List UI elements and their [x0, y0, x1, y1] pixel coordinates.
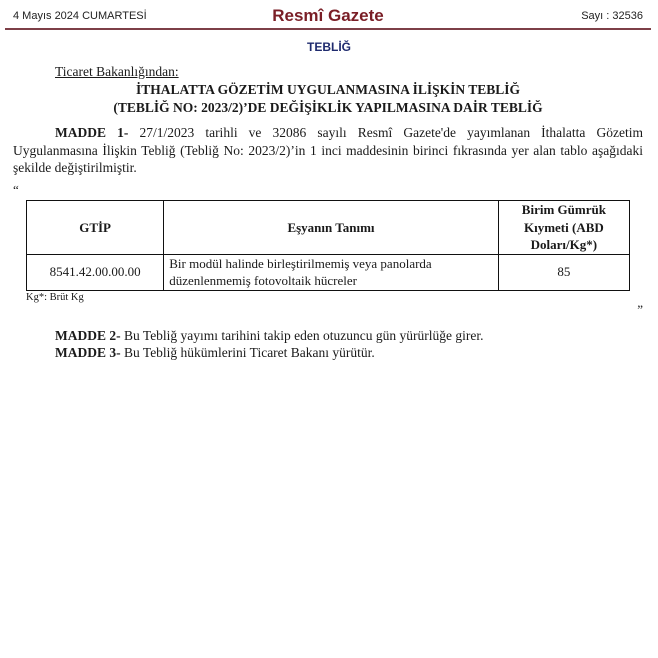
article-1-text: 27/1/2023 tarihli ve 32086 sayılı Resmî Gazete'de yayımlanan İthalatta Gözetim Uygulanmasına İlişkin Tebliğ (Tebliğ No: 2023/2)’in 1 inci maddesinin birinci fıkrasında yer alan tablo aşağıdaki şekilde değiştirilmiştir.: [13, 125, 643, 175]
article-2-label: MADDE 2-: [55, 328, 121, 343]
cell-description: Bir modül halinde birleştirilmemiş veya panolarda düzenlenmemiş fotovoltaik hücreler: [164, 254, 499, 290]
article-3: [55, 345, 375, 361]
header-gtip: GTİP: [27, 201, 164, 255]
table-row: [27, 254, 630, 290]
header-description: Eşyanın Tanımı: [164, 201, 499, 255]
publication-date: 4 Mayıs 2024 CUMARTESİ: [13, 10, 147, 22]
cell-gtip-code: 8541.42.00.00.00: [27, 254, 164, 290]
article-1-label: MADDE 1-: [55, 125, 129, 140]
article-3-label: MADDE 3-: [55, 345, 121, 360]
article-2: [55, 328, 483, 344]
document-title-line-1: İTHALATTA GÖZETİM UYGULANMASINA İLİŞKİN TEBLİĞ: [135, 82, 521, 97]
table-header-row: [27, 201, 630, 255]
article-2-text: Bu Tebliğ yayımı tarihini takip eden otuzuncu gün yürürlüğe girer.: [120, 328, 484, 343]
issuer-line: Ticaret Bakanlığından:: [55, 64, 179, 79]
tariff-table: [26, 200, 630, 291]
gazette-title: Resmî Gazete: [272, 6, 384, 25]
document-title-line-2: (TEBLİĞ NO: 2023/2)’DE DEĞİŞİKLİK YAPILMASINA DAİR TEBLİĞ: [113, 100, 543, 115]
article-1-paragraph: [13, 124, 643, 177]
issue-number: Sayı : 32536: [581, 10, 643, 22]
opening-quote: “: [13, 182, 19, 197]
cell-customs-value: 85: [498, 254, 629, 290]
closing-quote: ”: [637, 302, 643, 317]
article-3-text: Bu Tebliğ hükümlerini Ticaret Bakanı yürütür.: [120, 345, 375, 360]
table-footnote: Kg*: Brüt Kg: [26, 292, 84, 303]
header-customs-value: Birim Gümrük Kıymeti (ABD Doları/Kg*): [498, 201, 629, 255]
section-heading: TEBLİĞ: [307, 40, 351, 54]
masthead: [5, 6, 651, 30]
